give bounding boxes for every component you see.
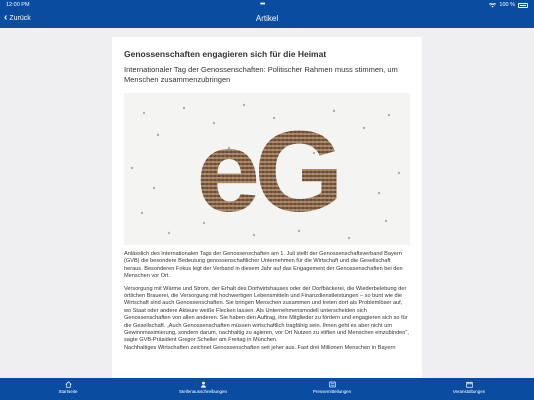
chevron-left-icon: ‹ [4,12,8,23]
article-paragraph: Anlässlich des Internationalen Tags der Genossenschaften am 1. Juli stellt der Genossenschaftsverband Bayern (GVB) die besondere Bedeutung genossenschaftlicher Unternehmen für die Wirtschaft und die Gesellschaft heraus. Besonderen Fokus legt der Verband in diesem Jahr auf das Engagement der Genossenschaften bei den Menschen vor Ort. [124,251,403,280]
tab-jobs[interactable] [168,380,238,394]
status-time: 12:00 PM [6,2,30,8]
tab-label: Pressemitteilungen [312,389,352,394]
tab-label: Veranstaltungen [452,389,486,394]
battery-percent: 100 % [499,2,515,8]
home-icon [65,381,72,388]
article-image [124,93,410,245]
newspaper-icon [329,381,336,388]
tab-label: Stellenausschreibungen [178,389,228,394]
navigation-bar [0,10,534,28]
battery-icon [518,3,528,8]
status-right [489,2,528,8]
article-scroll-area[interactable] [0,28,534,378]
tab-bar [0,378,534,400]
person-icon [200,381,207,388]
article-card [112,37,422,378]
tab-press[interactable] [302,380,362,394]
article-paragraph: Versorgung mit Wärme und Strom, der Erhalt des Dorfwirtshauses oder der Dorfbäckerei, die Wiederbelebung der örtlichen Brauerei, die Versorgung mit hochwertigen Lebensmitteln und Finanzdienstleistungen – so bunt wie die Wirtschaft sind auch Genossenschaften. Sie bringen Menschen zusammen und treten dort als Problemlöser auf, wo Staat oder andere Akteure weiße Flecken lassen. Als Unternehmensmodell unterscheiden sich Genossenschaften von allen anderen. Sie haben den Auftrag, ihre Mitglieder zu fördern und engagieren sich so für die Gesellschaft. „Auch Genossenschaften müssen wirtschaftlich tragfähig sein. Ihnen geht es aber nicht um Gewinnmaximierung, sondern darum, nachhaltig zu agieren, vor Ort Nutzen zu stiften und Menschen einzubinden", sagte GVB-Präsident Gregor Scheller am Freitag in München. [124,285,409,344]
article-subhead: Internationaler Tag der Genossenschaften: Politischer Rahmen muss stimmen, um Menschen zusammenzubringen [124,65,398,84]
tab-events[interactable] [442,380,496,394]
wifi-icon [489,3,496,8]
back-label: Zurück [9,14,31,22]
article-headline: Genossenschaften engagieren sich für die Heimat [124,49,327,59]
status-bar [0,0,534,10]
multitasking-dots-icon[interactable]: ••• [260,1,265,8]
tab-label: Startseite [58,389,78,394]
calendar-icon [466,381,473,388]
image-lettering: eG [196,108,338,236]
tab-home[interactable] [48,380,88,394]
article-paragraph: Nachhaltiges Wirtschaften zeichnet Genossenschaften seit jeher aus. Fast drei Millionen Menschen in Bayern [124,344,396,351]
page-title: Artikel [255,14,279,23]
